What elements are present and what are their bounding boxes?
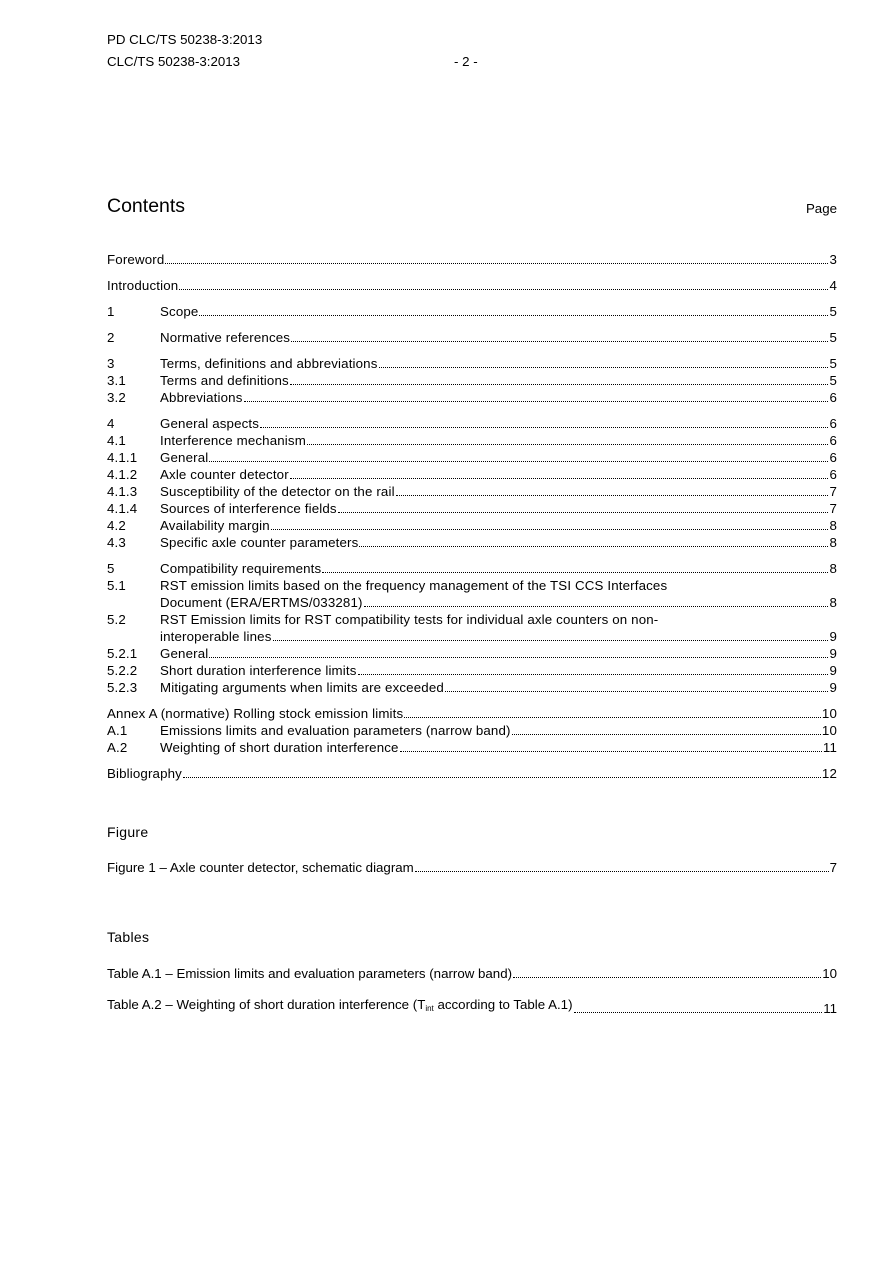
dot-leader: [209, 657, 828, 658]
header-document-id: PD CLC/TS 50238-3:2013: [107, 32, 263, 47]
table-entry-a-1[interactable]: [107, 965, 837, 982]
toc-entry-general-aspects[interactable]: [107, 415, 837, 432]
toc-entry-title-continued: Document (ERA/ERTMS/033281): [160, 595, 363, 610]
dot-leader: [179, 289, 828, 290]
table-entry-title: Table A.2 – Weighting of short duration interference ($T_{int}$ according to Table A.1): [107, 997, 573, 1013]
toc-entry-number: 3: [107, 356, 115, 371]
toc-entry-page: 7: [829, 501, 837, 516]
toc-entry-number: 5.2.3: [107, 680, 138, 695]
toc-entry-page: 5: [829, 304, 837, 319]
toc-entry-3-1[interactable]: [107, 372, 837, 389]
toc-entry-4-1-3[interactable]: [107, 483, 837, 500]
figure-entry-1[interactable]: [107, 859, 837, 876]
toc-entry-5-2-3[interactable]: [107, 679, 837, 696]
toc-entry-title: Terms, definitions and abbreviations: [160, 356, 378, 371]
toc-entry-5-1[interactable]: [107, 577, 837, 594]
toc-entry-4-1-2[interactable]: [107, 466, 837, 483]
table-entry-a-2[interactable]: [107, 997, 837, 1017]
toc-entry-number: 5.2: [107, 612, 126, 627]
toc-entry-number: 4.3: [107, 535, 126, 550]
toc-entry-5-1-continued[interactable]: [107, 594, 837, 611]
toc-entry-title: General: [160, 646, 209, 661]
dot-leader: [358, 674, 829, 675]
toc-entry-title: General aspects: [160, 416, 260, 431]
toc-entry-a-1[interactable]: [107, 722, 837, 739]
toc-entry-title: Specific axle counter parameters: [160, 535, 359, 550]
dot-leader: [445, 691, 829, 692]
toc-entry-title: Normative references: [160, 330, 291, 345]
dot-leader: [359, 546, 828, 547]
toc-entry-number: 4.1.2: [107, 467, 138, 482]
toc-entry-title: Susceptibility of the detector on the rail: [160, 484, 395, 499]
dot-leader: [379, 367, 829, 368]
header-page-number: - 2 -: [454, 54, 478, 69]
toc-entry-page: 10: [821, 723, 837, 738]
table-entry-title: Table A.1 – Emission limits and evaluation parameters (narrow band): [107, 966, 513, 981]
toc-entry-page: 5: [829, 330, 837, 345]
toc-entry-title-continued: interoperable lines: [160, 629, 272, 644]
toc-entry-title: Weighting of short duration interference: [160, 740, 399, 755]
toc-entry-title: General: [160, 450, 209, 465]
toc-entry-5-2-1[interactable]: [107, 645, 837, 662]
toc-entry-title: Sources of interference fields: [160, 501, 337, 516]
toc-entry-page: 6: [829, 416, 837, 431]
header-standard-id: CLC/TS 50238-3:2013: [107, 54, 241, 69]
toc-entry-introduction[interactable]: [107, 277, 837, 294]
toc-entry-number: 4.2: [107, 518, 126, 533]
toc-entry-number: A.1: [107, 723, 128, 738]
toc-entry-page: 4: [829, 278, 837, 293]
dot-leader: [290, 478, 829, 479]
dot-leader: [244, 401, 829, 402]
toc-entry-page: 5: [829, 373, 837, 388]
toc-entry-page: 9: [829, 663, 837, 678]
toc-entry-page: 3: [829, 252, 837, 267]
toc-entry-number: A.2: [107, 740, 128, 755]
dot-leader: [322, 572, 828, 573]
toc-entry-4-3[interactable]: [107, 534, 837, 551]
toc-entry-4-2[interactable]: [107, 517, 837, 534]
page-column-label: Page: [805, 201, 837, 216]
dot-leader: [273, 640, 829, 641]
dot-leader: [290, 384, 829, 385]
figure-entry-page: 7: [829, 860, 837, 875]
toc-entry-page: 10: [821, 706, 837, 721]
dot-leader: [165, 263, 828, 264]
toc-entry-title: Introduction: [107, 278, 179, 293]
toc-entry-page: 9: [829, 680, 837, 695]
tables-heading: Tables: [107, 929, 150, 945]
toc-entry-page: 6: [829, 450, 837, 465]
toc-entry-page: 12: [821, 766, 837, 781]
toc-entry-number: 5.1: [107, 578, 126, 593]
toc-entry-title: Scope: [160, 304, 199, 319]
toc-entry-normative-references[interactable]: [107, 329, 837, 346]
toc-entry-number: 3.2: [107, 390, 126, 405]
dot-leader: [512, 734, 821, 735]
toc-entry-page: 8: [829, 561, 837, 576]
dot-leader: [183, 777, 821, 778]
toc-entry-bibliography[interactable]: [107, 765, 837, 782]
toc-entry-number: 1: [107, 304, 115, 319]
toc-entry-number: 5.2.2: [107, 663, 138, 678]
toc-entry-page: 8: [829, 518, 837, 533]
dot-leader: [574, 1012, 823, 1013]
toc-entry-page: 8: [829, 595, 837, 610]
table-of-contents: [107, 251, 837, 782]
dot-leader: [338, 512, 829, 513]
toc-entry-annex-a[interactable]: [107, 705, 837, 722]
toc-entry-compatibility-requirements[interactable]: [107, 560, 837, 577]
dot-leader: [209, 461, 828, 462]
table-entry-page: 10: [822, 966, 837, 981]
toc-entry-number: 5: [107, 561, 115, 576]
toc-entry-4-1-4[interactable]: [107, 500, 837, 517]
toc-entry-page: 6: [829, 467, 837, 482]
toc-entry-a-2[interactable]: [107, 739, 837, 756]
toc-entry-number: 4.1.1: [107, 450, 138, 465]
toc-entry-5-2[interactable]: [107, 611, 837, 628]
dot-leader: [364, 606, 829, 607]
toc-entry-4-1[interactable]: [107, 432, 837, 449]
dot-leader: [415, 871, 829, 872]
toc-entry-number: 4: [107, 416, 115, 431]
toc-entry-4-1-1[interactable]: [107, 449, 837, 466]
dot-leader: [404, 717, 821, 718]
toc-entry-page: 6: [829, 390, 837, 405]
toc-entry-title: RST Emission limits for RST compatibility tests for individual axle counters on non-: [160, 612, 659, 627]
toc-entry-page: 6: [829, 433, 837, 448]
toc-entry-title: Interference mechanism: [160, 433, 306, 448]
toc-entry-title: Abbreviations: [160, 390, 243, 405]
toc-entry-title: Annex A (normative) Rolling stock emission limits: [107, 706, 404, 721]
contents-title: Contents: [107, 195, 186, 217]
dot-leader: [307, 444, 829, 445]
toc-entry-title: RST emission limits based on the frequency management of the TSI CCS Interfaces: [160, 578, 668, 593]
figure-list: [107, 859, 837, 876]
dot-leader: [396, 495, 829, 496]
toc-entry-number: 4.1.4: [107, 501, 138, 516]
toc-entry-number: 4.1: [107, 433, 126, 448]
toc-entry-page: 9: [829, 629, 837, 644]
dot-leader: [400, 751, 822, 752]
toc-entry-page: 9: [829, 646, 837, 661]
toc-entry-title: Emissions limits and evaluation parameters (narrow band): [160, 723, 511, 738]
dot-leader: [260, 427, 828, 428]
toc-entry-title: Availability margin: [160, 518, 270, 533]
toc-entry-page: 11: [822, 740, 837, 755]
table-list: [107, 965, 837, 1017]
toc-entry-title: Compatibility requirements: [160, 561, 322, 576]
dot-leader: [271, 529, 829, 530]
toc-entry-title: Bibliography: [107, 766, 182, 781]
toc-entry-number: 5.2.1: [107, 646, 138, 661]
toc-entry-foreword[interactable]: [107, 251, 837, 268]
figure-entry-title: Figure 1 – Axle counter detector, schematic diagram: [107, 860, 414, 875]
toc-entry-5-2-2[interactable]: [107, 662, 837, 679]
dot-leader: [513, 977, 821, 978]
dot-leader: [199, 315, 828, 316]
toc-entry-number: 3.1: [107, 373, 126, 388]
dot-leader: [291, 341, 828, 342]
toc-entry-page: 5: [829, 356, 837, 371]
table-entry-page: 11: [823, 1001, 837, 1016]
toc-entry-5-2-continued[interactable]: [107, 628, 837, 645]
figures-heading: Figure: [107, 824, 149, 840]
toc-entry-scope[interactable]: [107, 303, 837, 320]
toc-entry-title: Mitigating arguments when limits are exceeded: [160, 680, 444, 695]
toc-entry-number: 4.1.3: [107, 484, 138, 499]
toc-entry-terms-definitions[interactable]: [107, 355, 837, 372]
toc-entry-3-2[interactable]: [107, 389, 837, 406]
toc-entry-title: Terms and definitions: [160, 373, 289, 388]
toc-entry-title: Foreword: [107, 252, 165, 267]
toc-entry-number: 2: [107, 330, 115, 345]
toc-entry-title: Short duration interference limits: [160, 663, 357, 678]
toc-entry-page: 8: [829, 535, 837, 550]
toc-entry-page: 7: [829, 484, 837, 499]
toc-entry-title: Axle counter detector: [160, 467, 289, 482]
